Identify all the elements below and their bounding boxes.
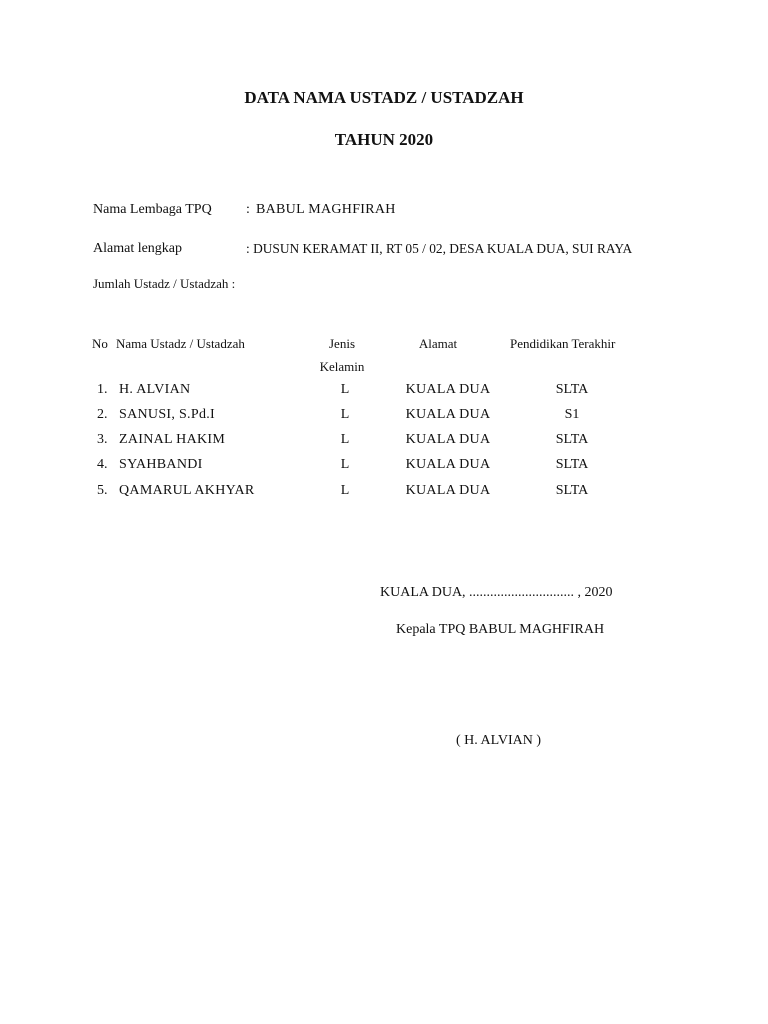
header-no: No: [92, 336, 108, 351]
row-no: 5.: [97, 483, 108, 498]
row-no: 1.: [97, 382, 108, 397]
document-year: TAHUN 2020: [334, 130, 434, 149]
row-nama: SANUSI, S.Pd.I: [119, 407, 215, 422]
row-pendidikan: SLTA: [555, 382, 589, 397]
lembaga-colon: :: [246, 202, 250, 217]
row-pendidikan: SLTA: [555, 457, 589, 472]
row-pendidikan: SLTA: [555, 432, 589, 447]
signature-place-date: KUALA DUA, .............................. , 2020: [380, 585, 613, 600]
lembaga-value: BABUL MAGHFIRAH: [256, 202, 396, 217]
row-jenis-kelamin: L: [340, 432, 350, 447]
row-nama: ZAINAL HAKIM: [119, 432, 226, 447]
row-alamat: KUALA DUA: [405, 382, 491, 397]
row-alamat: KUALA DUA: [405, 407, 491, 422]
header-pendidikan: Pendidikan Terakhir: [510, 336, 616, 351]
alamat-label: Alamat lengkap: [93, 241, 183, 256]
row-nama: H. ALVIAN: [119, 382, 191, 397]
lembaga-label: Nama Lembaga TPQ: [93, 202, 212, 217]
document-title: DATA NAMA USTADZ / USTADZAH: [244, 88, 524, 107]
row-pendidikan: S1: [564, 407, 580, 422]
row-jenis-kelamin: L: [340, 407, 350, 422]
header-kelamin: Kelamin: [319, 359, 365, 374]
header-nama: Nama Ustadz / Ustadzah: [116, 336, 245, 351]
row-jenis-kelamin: L: [340, 457, 350, 472]
row-nama: SYAHBANDI: [119, 457, 203, 472]
jumlah-label: Jumlah Ustadz / Ustadzah :: [93, 276, 236, 291]
row-no: 2.: [97, 407, 108, 422]
header-jenis: Jenis: [329, 336, 355, 351]
row-jenis-kelamin: L: [340, 483, 350, 498]
signature-position: Kepala TPQ BABUL MAGHFIRAH: [396, 622, 605, 637]
row-alamat: KUALA DUA: [405, 432, 491, 447]
header-alamat: Alamat: [418, 336, 458, 351]
signature-name: ( H. ALVIAN ): [456, 733, 542, 748]
row-pendidikan: SLTA: [555, 483, 589, 498]
alamat-value: : DUSUN KERAMAT II, RT 05 / 02, DESA KUALA DUA, SUI RAYA: [246, 241, 633, 256]
row-no: 3.: [97, 432, 108, 447]
row-alamat: KUALA DUA: [405, 483, 491, 498]
row-alamat: KUALA DUA: [405, 457, 491, 472]
row-nama: QAMARUL AKHYAR: [119, 483, 255, 498]
row-jenis-kelamin: L: [340, 382, 350, 397]
row-no: 4.: [97, 457, 108, 472]
